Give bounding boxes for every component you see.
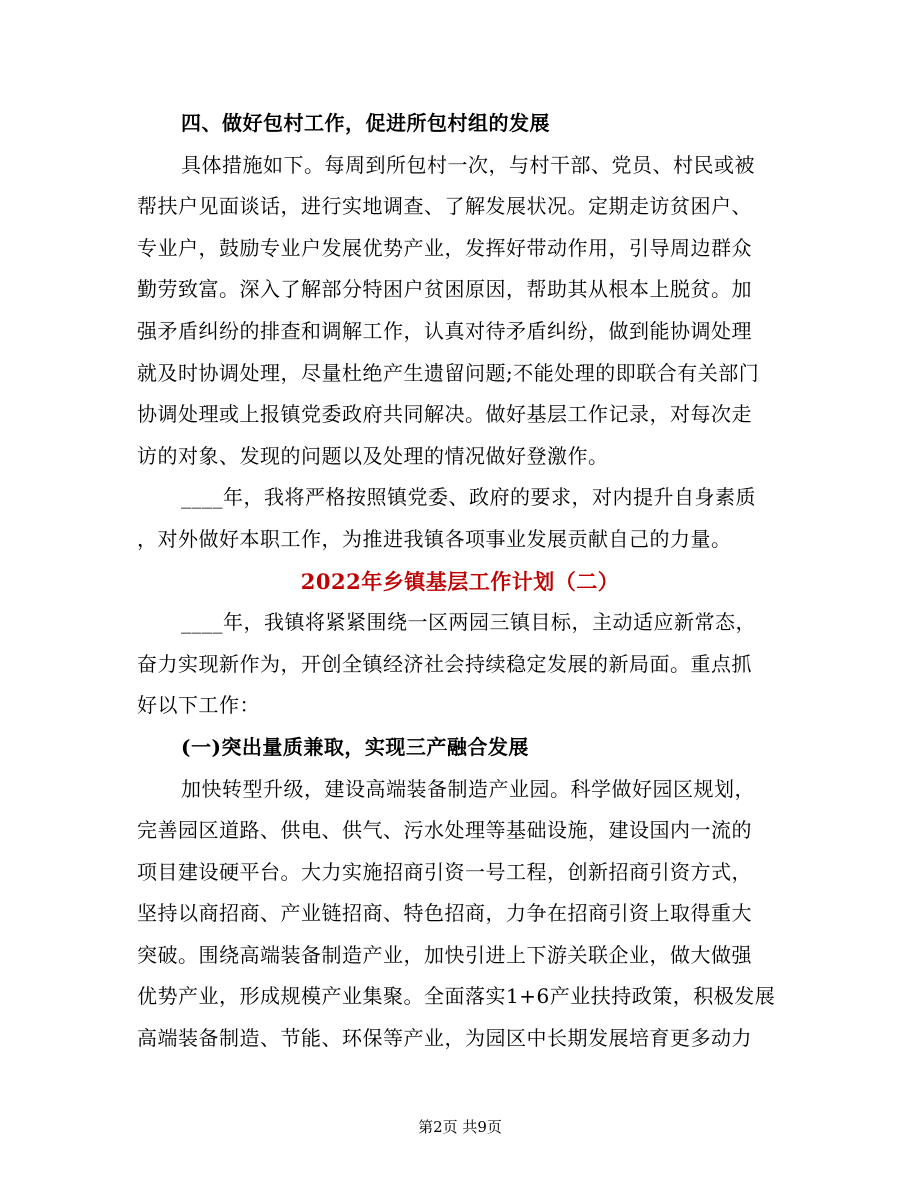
paragraph-commitment (137, 477, 783, 560)
paragraph-line: 项目建设硬平台。大力实施招商引资一号工程，创新招商引资方式， (137, 859, 752, 884)
paragraph-line: 专业户，鼓励专业户发展优势产业，发挥好带动作用，引导周边群众 (137, 235, 752, 260)
section-heading: 四、做好包村工作，促进所包村组的发展 (181, 111, 550, 135)
paragraph-line: 访的对象、发现的问题以及处理的情况做好登激作。 (137, 443, 609, 468)
paragraph-line: 完善园区道路、供电、供气、污水处理等基础设施，建设国内一流的 (137, 818, 752, 843)
paragraph-line: 强矛盾纠纷的排查和调解工作，认真对待矛盾纠纷，做到能协调处理 (137, 318, 752, 343)
paragraph-line: 具体措施如下。每周到所包村一次，与村干部、党员、村民或被 (181, 152, 755, 177)
paragraph-line: 勤劳致富。深入了解部分特困户贫困原因，帮助其从根本上脱贫。加 (137, 277, 752, 302)
paragraph-line: 协调处理或上报镇党委政府共同解决。做好基层工作记录，对每次走 (137, 402, 752, 427)
page-number: 第2页 共9页 (418, 1118, 502, 1136)
paragraph-intro (137, 602, 783, 727)
paragraph-line: ____年，我镇将紧紧围绕一区两园三镇目标，主动适应新常态， (181, 610, 756, 635)
paragraph-line: ____年，我将严格按照镇党委、政府的要求，对内提升自身素质 (181, 485, 756, 510)
paragraph-line: 帮扶户见面谈话，进行实地调查、了解发展状况。定期走访贫困户、 (137, 194, 752, 219)
paragraph-industry (137, 769, 783, 1060)
document-title: 2022年乡镇基层工作计划（二） (300, 568, 620, 594)
paragraph-line: 加快转型升级，建设高端装备制造产业园。科学做好园区规划， (181, 776, 755, 801)
paragraph-line: ，对外做好本职工作，为推进我镇各项事业发展贡献自己的力量。 (137, 526, 732, 551)
paragraph-line: 高端装备制造、节能、环保等产业，为园区中长期发展培育更多动力 (137, 1026, 752, 1051)
paragraph-line: 奋力实现新作为，开创全镇经济社会持续稳定发展的新局面。重点抓 (137, 651, 752, 676)
paragraph-line: 就及时协调处理，尽量杜绝产生遗留问题;不能处理的即联合有关部门 (137, 360, 760, 385)
subheading: (一)突出量质兼取，实现三产融合发展 (181, 734, 529, 759)
paragraph-line: 坚持以商招商、产业链招商、特色招商，力争在招商引资上取得重大 (137, 901, 752, 926)
document-body (137, 103, 783, 1060)
paragraph-line: 优势产业，形成规模产业集聚。全面落实1+6产业扶持政策，积极发展 (137, 984, 776, 1009)
paragraph-measures (137, 145, 783, 478)
paragraph-line: 好以下工作： (137, 693, 260, 718)
paragraph-line: 突破。围绕高端装备制造产业，加快引进上下游关联企业，做大做强 (137, 942, 752, 967)
